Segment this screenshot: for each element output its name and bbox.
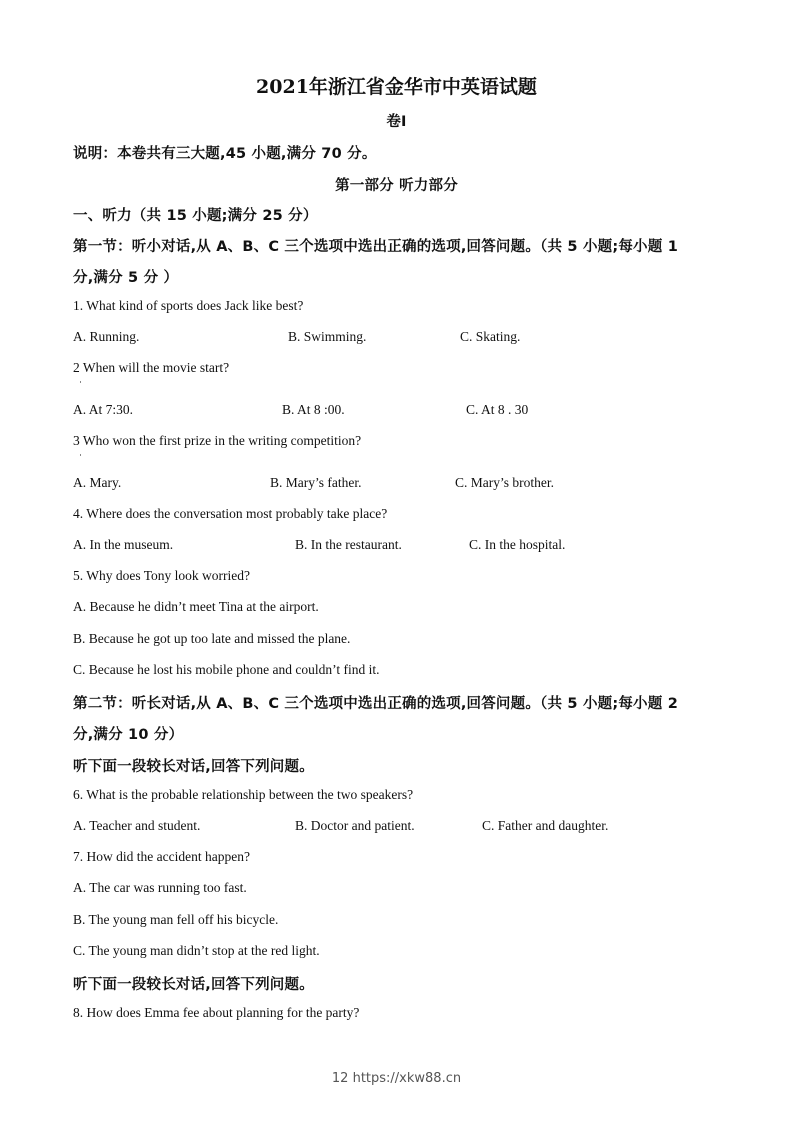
section-heading: 一、听力（共 15 小题;满分 25 分） [73, 208, 318, 224]
question-3-option-a: A. Mary. [73, 475, 122, 490]
question-6-option-c: C. Father and daughter. [482, 818, 609, 833]
question-6-option-b: B. Doctor and patient. [295, 818, 415, 833]
volume-label: 卷I [386, 114, 407, 130]
question-4-stem: 4. Where does the conversation most probably take place? [73, 506, 388, 521]
section2-heading-line1: 第二节：听长对话,从 A、B、C 三个选项中选出正确的选项,回答问题。（共 5 小题;每小题 2 [73, 696, 678, 712]
footer-page-number: 12 [331, 1071, 349, 1086]
question-5-stem: 5. Why does Tony look worried? [73, 568, 251, 583]
section2-heading-line2: 分,满分 10 分） [73, 727, 184, 743]
question-1-option-a: A. Running. [73, 329, 140, 344]
question-5-option-c: C. Because he lost his mobile phone and couldn’t find it. [73, 662, 380, 677]
exam-title: 2021年浙江省金华市中英语试题 [256, 76, 537, 98]
question-3-option-b: B. Mary’s father. [270, 475, 362, 490]
question-1-stem: 1. What kind of sports does Jack like best? [73, 298, 304, 313]
question-4-option-c: C. In the hospital. [469, 537, 566, 552]
page-footer [0, 1071, 793, 1086]
question-6-stem: 6. What is the probable relationship between the two speakers? [73, 787, 414, 802]
question-2-stem: 2 When will the movie start? [73, 360, 230, 375]
question-5-option-a: A. Because he didn’t meet Tina at the airport. [73, 599, 319, 614]
question-2-option-c: C. At 8 . 30 [466, 402, 529, 417]
question-3-option-c: C. Mary’s brother. [455, 475, 554, 490]
question-1-option-c: C. Skating. [460, 329, 521, 344]
section1-heading-line2: 分,满分 5 分 ） [73, 270, 179, 286]
question-5-option-b: B. Because he got up too late and missed the plane. [73, 631, 351, 646]
question-2-option-a: A. At 7:30. [73, 402, 134, 417]
question-4-option-b: B. In the restaurant. [295, 537, 402, 552]
question-2-option-b: B. At 8 :00. [282, 402, 345, 417]
question-7-stem: 7. How did the accident happen? [73, 849, 250, 864]
question-3-stem: 3 Who won the first prize in the writing competition? [73, 433, 362, 448]
stray-mark [80, 454, 81, 456]
question-7-option-c: C. The young man didn’t stop at the red light. [73, 943, 320, 958]
footer-url-link[interactable]: https://xkw88.cn [352, 1071, 462, 1086]
section1-heading-line1: 第一节：听小对话,从 A、B、C 三个选项中选出正确的选项,回答问题。（共 5 小题;每小题 1 [73, 239, 678, 255]
instructions: 说明：本卷共有三大题,45 小题,满分 70 分。 [73, 146, 377, 162]
question-8-stem: 8. How does Emma fee about planning for the party? [73, 1005, 360, 1020]
long-dialogue-instruction-2: 听下面一段较长对话,回答下列问题。 [73, 977, 314, 993]
question-7-option-b: B. The young man fell off his bicycle. [73, 912, 279, 927]
part-heading: 第一部分 听力部分 [335, 178, 458, 194]
question-1-option-b: B. Swimming. [288, 329, 367, 344]
long-dialogue-instruction-1: 听下面一段较长对话,回答下列问题。 [73, 759, 314, 775]
question-4-option-a: A. In the museum. [73, 537, 174, 552]
question-7-option-a: A. The car was running too fast. [73, 880, 247, 895]
stray-mark [80, 381, 81, 383]
question-6-option-a: A. Teacher and student. [73, 818, 201, 833]
